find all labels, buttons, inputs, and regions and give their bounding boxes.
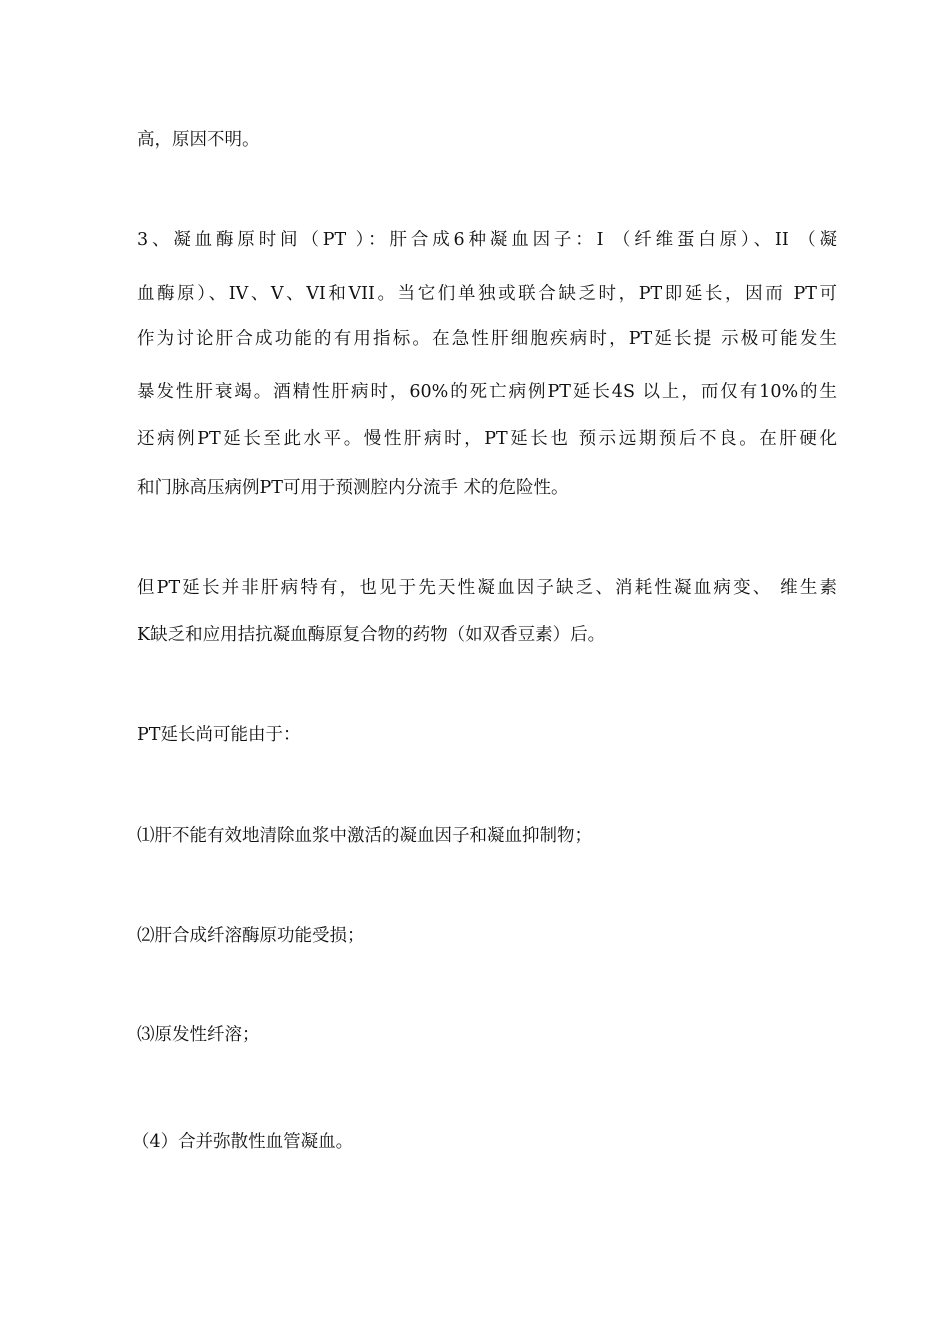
paragraph-nonspecific-line-2: K缺乏和应用拮抗凝血酶原复合物的药物（如双香豆素）后。 (137, 625, 606, 645)
paragraph-pt-line-3: 作为讨论肝合成功能的有用指标。在急性肝细胞疾病时，PT延长提 示极可能发生 (137, 329, 837, 349)
paragraph-nonspecific-line-1: 但PT延长并非肝病特有，也见于先天性凝血因子缺乏、消耗性凝血病变、 维生素 (137, 578, 837, 598)
paragraph-pt-line-5: 还病例PT延长至此水平。慢性肝病时，PT延长也 预示远期预后不良。在肝硬化 (137, 429, 837, 449)
paragraph-pt-line-1: 3、凝血酶原时间（PT ）：肝合成6种凝血因子：I （纤维蛋白原）、II （凝 (137, 230, 837, 250)
cause-item-3: ⑶原发性纤溶； (137, 1025, 260, 1045)
paragraph-pt-line-2: 血酶原）、IV、V、VI和VII。当它们单独或联合缺乏时，PT即延长，因而 PT可 (137, 284, 837, 304)
text-line-continuation: 高，原因不明。 (137, 130, 260, 150)
causes-heading: PT延长尚可能由于： (137, 725, 301, 745)
cause-item-1: ⑴肝不能有效地清除血浆中激活的凝血因子和凝血抑制物； (137, 826, 592, 846)
cause-item-2: ⑵肝合成纤溶酶原功能受损； (137, 926, 365, 946)
cause-item-4: （4）合并弥散性血管凝血。 (132, 1132, 354, 1152)
paragraph-pt-line-4: 暴发性肝衰竭。酒精性肝病时，60%的死亡病例PT延长4S 以上，而仅有10%的生 (137, 382, 837, 402)
paragraph-pt-line-6: 和门脉高压病例PT可用于预测腔内分流手 术的危险性。 (137, 478, 569, 498)
